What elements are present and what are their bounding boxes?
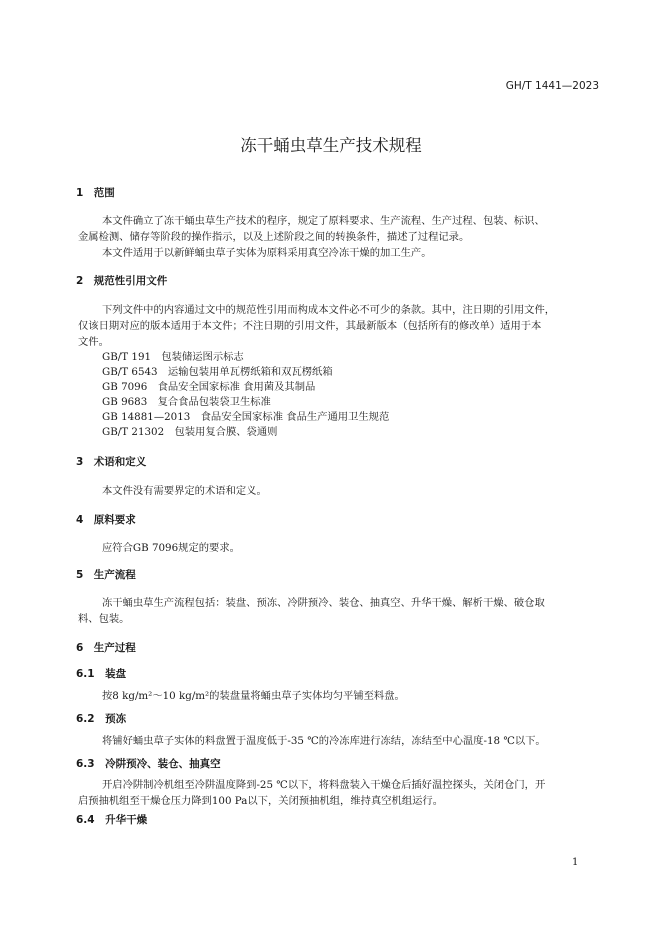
section-2-para-line-2: 仅该日期对应的版本适用于本文件；不注日期的引用文件，其最新版本（包括所有的修改单）适用于本: [78, 320, 542, 332]
section-6-2-para: 将铺好蛹虫草子实体的料盘置于温度低于-35 ℃的冷冻库进行冻结，冻结至中心温度-18 ℃以下。: [102, 735, 546, 747]
section-4-para: 应符合GB 7096规定的要求。: [102, 542, 240, 554]
section-4-heading: 4 原料要求: [76, 514, 136, 526]
section-3-heading: 3 术语和定义: [76, 456, 147, 468]
section-1-para-1-line-2: 金属检测、储存等阶段的操作指示，以及上述阶段之间的转换条件，描述了过程记录。: [78, 231, 470, 243]
section-2-para-line-1: 下列文件中的内容通过文中的规范性引用而构成本文件必不可少的条款。其中，注日期的引用文件，: [102, 304, 556, 316]
reference-item: GB 7096 食品安全国家标准 食用菌及其制品: [102, 381, 316, 393]
doc-code: GH/T 1441—2023: [505, 80, 599, 92]
section-6-3-heading: 6.3 冷阱预冷、装仓、抽真空: [76, 758, 221, 770]
page-number: 1: [572, 857, 579, 868]
section-1-para-1-line-1: 本文件确立了冻干蛹虫草生产技术的程序，规定了原料要求、生产流程、生产过程、包装、标识、: [102, 215, 545, 227]
section-2-heading: 2 规范性引用文件: [76, 275, 168, 287]
section-6-1-heading: 6.1 装盘: [76, 668, 127, 680]
reference-item: GB/T 191 包装储运图示标志: [102, 351, 244, 363]
page-title: 冻干蛹虫草生产技术规程: [240, 136, 422, 155]
section-6-2-heading: 6.2 预冻: [76, 713, 127, 725]
section-3-para: 本文件没有需要界定的术语和定义。: [102, 485, 267, 497]
section-1-para-2: 本文件适用于以新鲜蛹虫草子实体为原料采用真空冷冻干燥的加工生产。: [102, 247, 432, 259]
section-6-3-para-line-1: 开启冷阱制冷机组至冷阱温度降到-25 ℃以下，将料盘装入干燥仓后插好温控探头，关闭仓门，开: [102, 779, 546, 791]
reference-item: GB/T 21302 包装用复合膜、袋通则: [102, 426, 278, 438]
reference-item: GB/T 6543 运输包装用单瓦楞纸箱和双瓦楞纸箱: [102, 366, 333, 378]
reference-item: GB 14881—2013 食品安全国家标准 食品生产通用卫生规范: [102, 411, 390, 423]
section-5-para-line-1: 冻干蛹虫草生产流程包括：装盘、预冻、冷阱预冷、装仓、抽真空、升华干燥、解析干燥、破仓取: [102, 597, 545, 609]
section-6-3-para-line-2: 启预抽机组至干燥仓压力降到100 Pa以下，关闭预抽机组，维持真空机组运行。: [78, 795, 444, 807]
section-6-1-para: 按8 kg/m²～10 kg/m²的装盘量将蛹虫草子实体均匀平铺至料盘。: [102, 690, 405, 702]
section-6-heading: 6 生产过程: [76, 642, 136, 654]
reference-item: GB 9683 复合食品包装袋卫生标准: [102, 396, 271, 408]
section-2-para-line-3: 文件。: [78, 336, 109, 348]
section-6-4-heading: 6.4 升华干燥: [76, 814, 148, 826]
section-1-heading: 1 范围: [76, 187, 115, 199]
section-5-para-line-2: 料、包装。: [78, 613, 130, 625]
section-5-heading: 5 生产流程: [76, 569, 136, 581]
